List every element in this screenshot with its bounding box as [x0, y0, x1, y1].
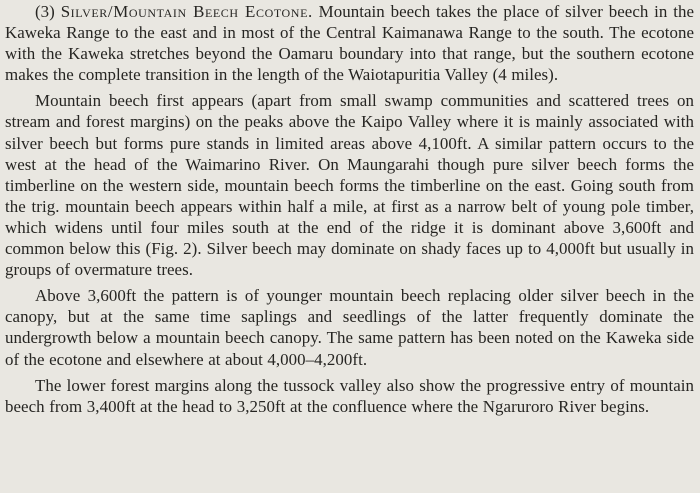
section-heading: Silver/Mountain Beech Ecotone.: [60, 2, 313, 21]
section-number: (3): [35, 2, 55, 21]
body-paragraph-1: Mountain beech first appears (apart from small swamp communities and scattered trees on stream and forest margins) on the peaks above the Kaipo Valley where it is mainly associated with silver beech but forms pure stands in limited areas above 4,100ft. A similar pattern occurs to the west at the head of the Waimarino River. On Maungarahi though pure silver beech forms the timberline on the western side, mountain beech forms the timberline on the east. Going south from the trig. mountain beech appears within half a mile, at first as a narrow belt of young pole timber, which widens until four miles south at the end of the ridge it is dominant above 3,600ft and common below this (Fig. 2). Silver beech may dominate on shady faces up to 4,000ft but usually in groups of overmature trees.: [5, 91, 694, 280]
body-paragraph-2: Above 3,600ft the pattern is of younger mountain beech replacing older silver beech in the canopy, but at the same time saplings and seedlings of the latter frequently dominate the undergrowth below a mountain beech canopy. The same pattern has been noted on the Kaweka side of the ecotone and elsewhere at about 4,000–4,200ft.: [5, 286, 694, 369]
section-lead-text: Mountain beech takes the place of silver beech in the Kaweka Range to the east and in most of the Central Kaimanawa Range to the south. The ecotone with the Kaweka stretches beyond the Oamaru boundary into that range, but the southern ecotone makes the complete transition in the length of the Waiotapuritia Valley (4 miles).: [5, 2, 695, 85]
section-intro-paragraph: [5, 1, 694, 85]
body-paragraph-3: The lower forest margins along the tussock valley also show the progressive entry of mountain beech from 3,400ft at the head to 3,250ft at the confluence where the Ngaruroro River begins.: [5, 375, 694, 416]
